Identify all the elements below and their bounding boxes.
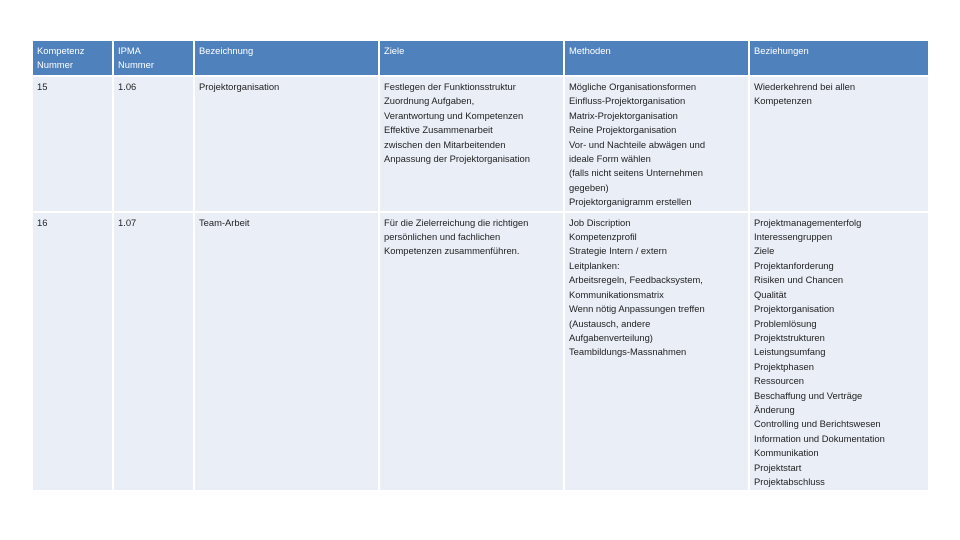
cell-bezeichnung: Projektorganisation xyxy=(195,77,378,211)
competence-table xyxy=(31,39,930,492)
cell-kompetenz-nummer: 15 xyxy=(33,77,112,211)
header-kompetenz-nummer: Kompetenz Nummer xyxy=(33,41,112,75)
header-bezeichnung: Bezeichnung xyxy=(195,41,378,75)
cell-bezeichnung: Team-Arbeit xyxy=(195,213,378,491)
cell-methoden: Job Discription Kompetenzprofil Strategie Intern / extern Leitplanken: Arbeitsregeln, Feedbacksystem, Kommunikationsmatrix Wenn nötig Anpassungen treffen (Austausch, andere Aufgabenverteilung) Teambildungs-Massnahmen xyxy=(565,213,748,491)
cell-beziehungen: Wiederkehrend bei allen Kompetenzen xyxy=(750,77,928,211)
cell-ziele: Festlegen der Funktionsstruktur Zuordnung Aufgaben, Verantwortung und Kompetenzen Effektive Zusammenarbeit zwischen den Mitarbeitenden Anpassung der Projektorganisation xyxy=(380,77,563,211)
cell-beziehungen: Projektmanagementerfolg Interessengruppen Ziele Projektanforderung Risiken und Chancen Qualität Projektorganisation Problemlösung Projektstrukturen Leistungsumfang Projektphasen Ressourcen Beschaffung und Verträge Änderung Controlling und Berichtswesen Information und Dokumentation Kommunikation Projektstart Projektabschluss xyxy=(750,213,928,491)
cell-kompetenz-nummer: 16 xyxy=(33,213,112,491)
cell-ipma-nummer: 1.06 xyxy=(114,77,193,211)
cell-methoden: Mögliche Organisationsformen Einfluss-Projektorganisation Matrix-Projektorganisation Reine Projektorganisation Vor- und Nachteile abwägen und ideale Form wählen (falls nicht seitens Unternehmen gegeben) Projektorganigramm erstellen xyxy=(565,77,748,211)
table-row xyxy=(33,77,928,211)
table-row xyxy=(33,213,928,491)
cell-ipma-nummer: 1.07 xyxy=(114,213,193,491)
cell-ziele: Für die Zielerreichung die richtigen persönlichen und fachlichen Kompetenzen zusammenführen. xyxy=(380,213,563,491)
header-ziele: Ziele xyxy=(380,41,563,75)
header-ipma-nummer: IPMA Nummer xyxy=(114,41,193,75)
header-methoden: Methoden xyxy=(565,41,748,75)
header-beziehungen: Beziehungen xyxy=(750,41,928,75)
table-header-row xyxy=(33,41,928,75)
